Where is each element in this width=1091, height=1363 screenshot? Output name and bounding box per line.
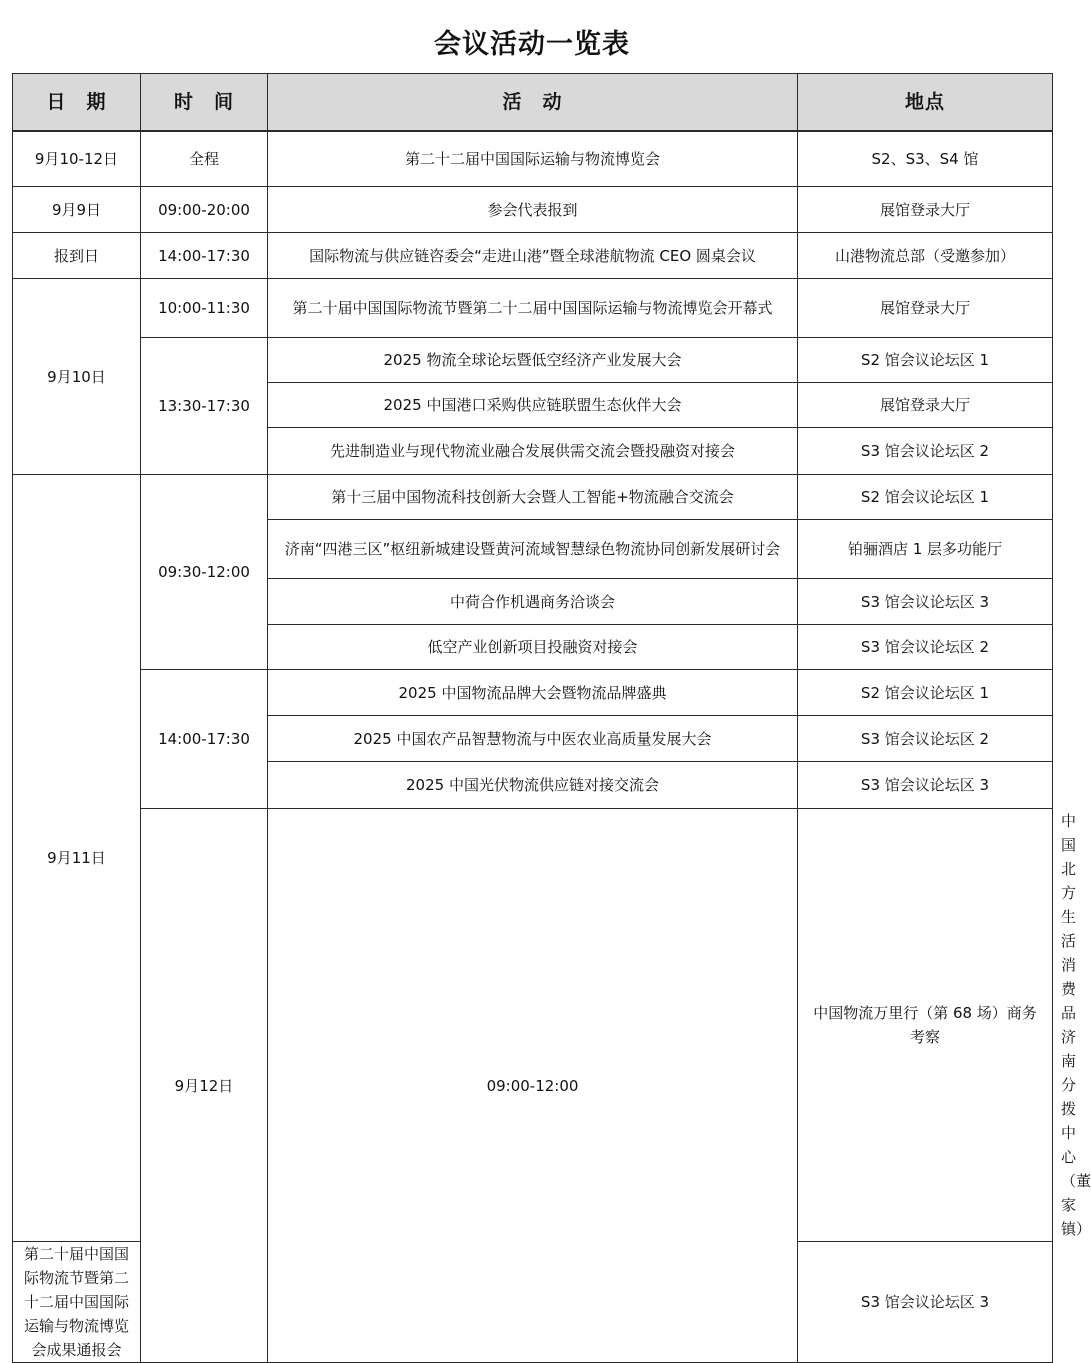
time-cell: 全程 (141, 131, 268, 187)
table-row (13, 338, 1053, 383)
venue-cell: S3 馆会议论坛区 3 (798, 762, 1053, 809)
venue-cell: S3 馆会议论坛区 3 (798, 579, 1053, 625)
venue-cell: S3 馆会议论坛区 2 (798, 625, 1053, 670)
venue-cell: S2 馆会议论坛区 1 (798, 670, 1053, 716)
table-row (13, 475, 1053, 520)
activity-cell: 第十三届中国物流科技创新大会暨人工智能+物流融合交流会 (268, 475, 798, 520)
activity-cell: 2025 中国港口采购供应链联盟生态伙伴大会 (268, 383, 798, 428)
table-row (13, 233, 1053, 279)
header-row (13, 74, 1053, 132)
time-cell: 10:00-11:30 (141, 279, 268, 338)
date-cell: 报到日 (13, 233, 141, 279)
activity-cell: 济南“四港三区”枢纽新城建设暨黄河流域智慧绿色物流协同创新发展研讨会 (268, 520, 798, 579)
activity-cell: 第二十二届中国国际运输与物流博览会 (268, 131, 798, 187)
activity-cell: 低空产业创新项目投融资对接会 (268, 625, 798, 670)
venue-cell: S3 馆会议论坛区 3 (798, 1242, 1053, 1363)
page-title: 会议活动一览表 (434, 29, 630, 60)
table-row (13, 670, 1053, 716)
activity-cell: 2025 中国光伏物流供应链对接交流会 (268, 762, 798, 809)
header-venue: 地点 (798, 74, 1053, 132)
time-cell: 13:30-17:30 (141, 338, 268, 475)
venue-cell: S2 馆会议论坛区 1 (798, 338, 1053, 383)
date-cell: 9月10-12日 (13, 131, 141, 187)
venue-cell: 展馆登录大厅 (798, 279, 1053, 338)
venue-cell: S3 馆会议论坛区 2 (798, 716, 1053, 762)
activity-cell: 第二十届中国国际物流节暨第二十二届中国国际运输与物流博览会成果通报会 (13, 1242, 141, 1363)
table-row (13, 279, 1053, 338)
time-cell: 09:30-12:00 (141, 475, 268, 670)
activity-cell: 国际物流与供应链咨委会“走进山港”暨全球港航物流 CEO 圆桌会议 (268, 233, 798, 279)
table-row: 9月12日 09:00-12:00 中国物流万里行（第 68 场）商务考察 中国北方生活消费品济南分拨中心（董家镇） (13, 809, 1053, 1242)
activity-cell: 2025 物流全球论坛暨低空经济产业发展大会 (268, 338, 798, 383)
header-time: 时 间 (141, 74, 268, 132)
header-activity: 活 动 (268, 74, 798, 132)
time-cell: 14:00-17:30 (141, 233, 268, 279)
time-cell: 14:00-17:30 (141, 670, 268, 809)
activity-cell: 中国物流万里行（第 68 场）商务考察 (798, 809, 1053, 1242)
header-date: 日 期 (13, 74, 141, 132)
time-cell: 09:00-12:00 (268, 809, 798, 1363)
venue-cell: 展馆登录大厅 (798, 383, 1053, 428)
time-cell: 09:00-20:00 (141, 187, 268, 233)
venue-cell: S2、S3、S4 馆 (798, 131, 1053, 187)
table-row (13, 187, 1053, 233)
table-row (13, 131, 1053, 187)
activity-cell: 2025 中国农产品智慧物流与中医农业高质量发展大会 (268, 716, 798, 762)
date-cell: 9月12日 (141, 809, 268, 1363)
venue-cell: 山港物流总部（受邀参加） (798, 233, 1053, 279)
date-cell: 9月11日 (13, 475, 141, 1242)
activity-cell: 中荷合作机遇商务洽谈会 (268, 579, 798, 625)
venue-cell: 铂骊酒店 1 层多功能厅 (798, 520, 1053, 579)
activity-cell: 第二十届中国国际物流节暨第二十二届中国国际运输与物流博览会开幕式 (268, 279, 798, 338)
date-cell: 9月9日 (13, 187, 141, 233)
venue-cell: S2 馆会议论坛区 1 (798, 475, 1053, 520)
schedule-table (12, 73, 1091, 1363)
activity-cell: 2025 中国物流品牌大会暨物流品牌盛典 (268, 670, 798, 716)
activity-cell: 参会代表报到 (268, 187, 798, 233)
venue-cell: S3 馆会议论坛区 2 (798, 428, 1053, 475)
venue-cell: 展馆登录大厅 (798, 187, 1053, 233)
activity-cell: 先进制造业与现代物流业融合发展供需交流会暨投融资对接会 (268, 428, 798, 475)
date-cell: 9月10日 (13, 279, 141, 475)
